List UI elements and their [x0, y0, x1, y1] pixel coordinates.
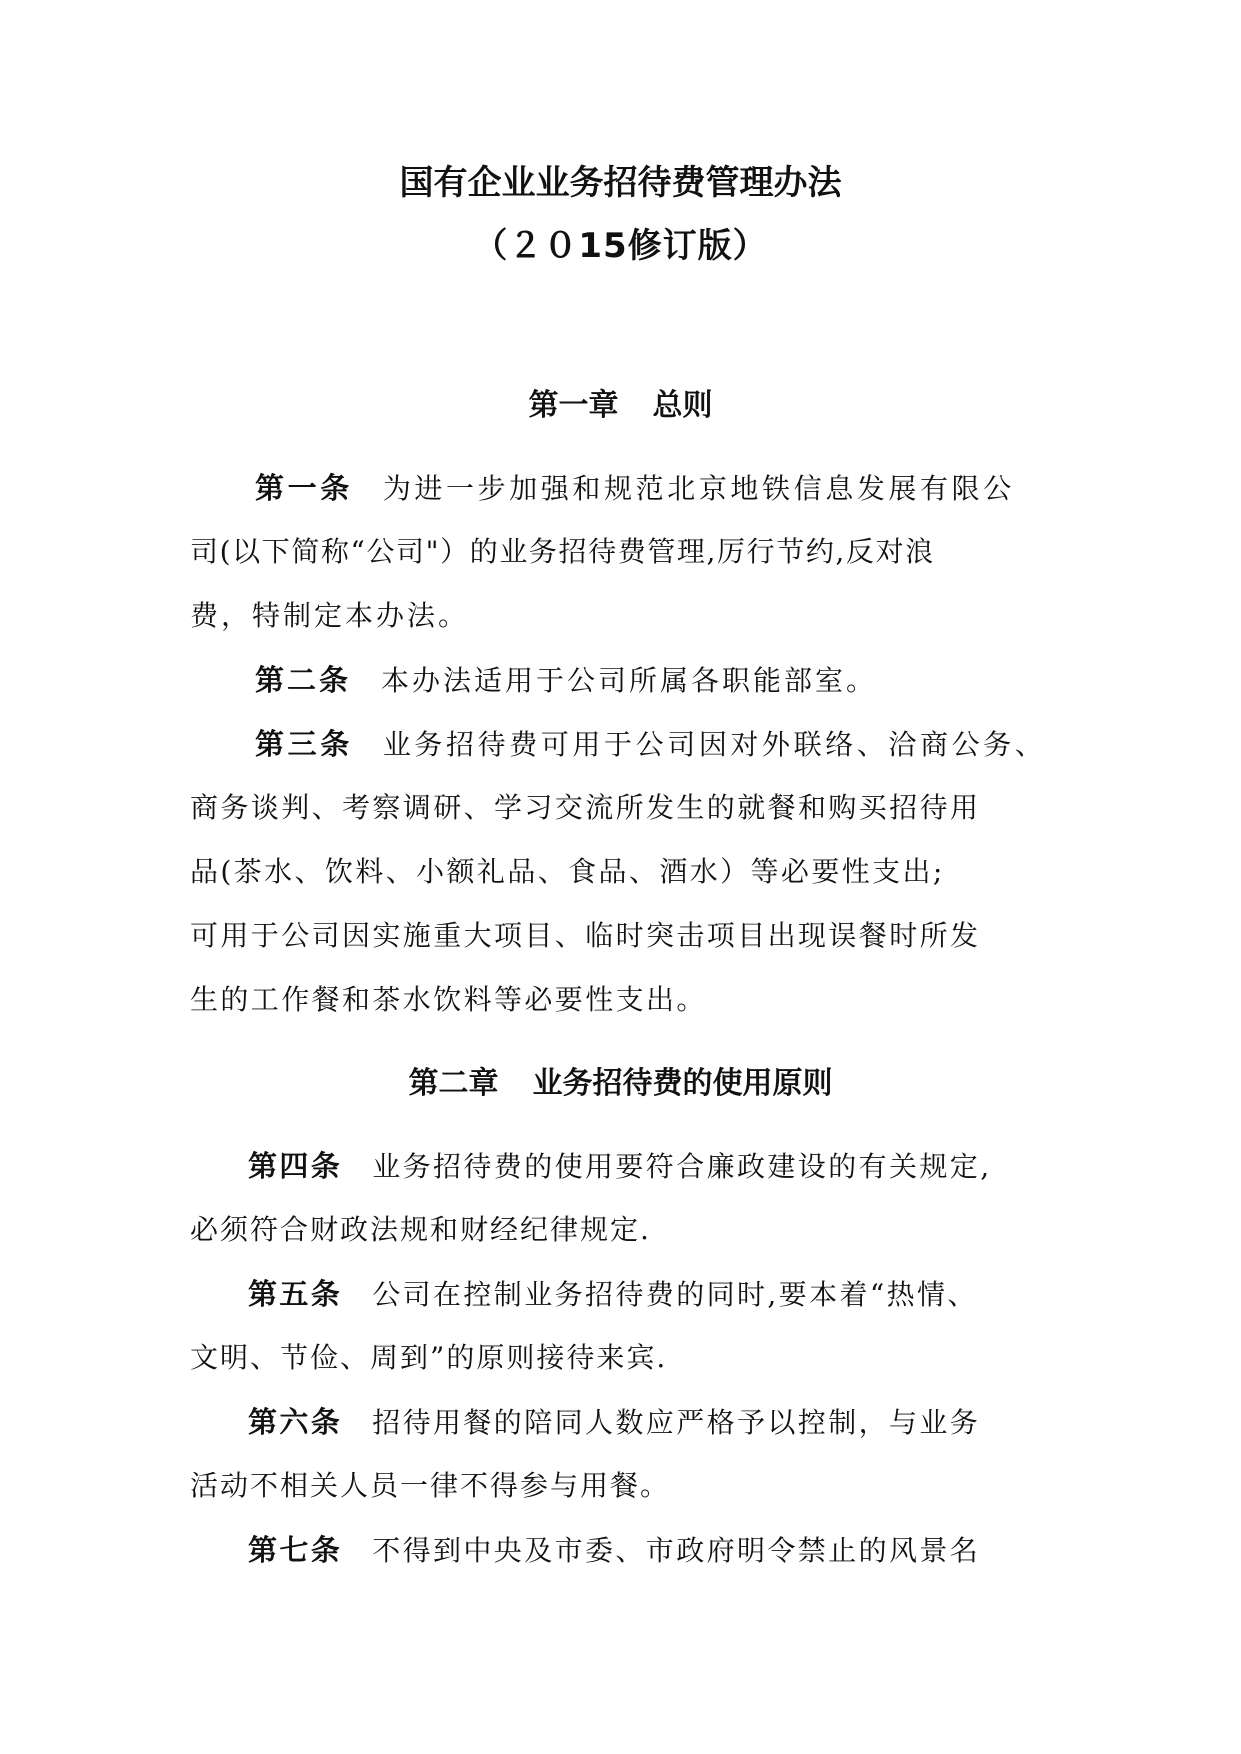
document-subtitle: （２０15修订版） [473, 226, 768, 266]
article-first-line [248, 1274, 978, 1315]
article-first-line [248, 1530, 980, 1571]
article-first-line [255, 468, 1015, 509]
article-text-line: 活动不相关人员一律不得参与用餐。 [190, 1469, 671, 1502]
article-text-line: 文明、节俭、周到”的原则接待来宾. [190, 1341, 668, 1374]
document-title: 国有企业业务招待费管理办法 [399, 163, 842, 203]
article-label: 第七条 [248, 1533, 343, 1567]
article-text-line: 司(以下简称“公司"）的业务招待费管理,厉行节约,反对浪 [190, 535, 935, 568]
article-text: 业务招待费可用于公司因对外联络、洽商公务、 [382, 728, 1047, 761]
article-text-line: 生的工作餐和茶水饮料等必要性支出。 [190, 983, 707, 1016]
article-text: 为进一步加强和规范北京地铁信息发展有限公 [382, 472, 1015, 505]
article-label: 第四条 [248, 1149, 343, 1183]
article-label: 第五条 [248, 1277, 343, 1311]
article-text-line: 商务谈判、考察调研、学习交流所发生的就餐和购买招待用 [190, 791, 981, 824]
chapter-title: 业务招待费的使用原则 [532, 1066, 833, 1101]
chapter-number: 第二章 [408, 1066, 499, 1101]
article-first-line [248, 1402, 980, 1443]
article-text-line: 可用于公司因实施重大项目、临时突击项目出现误餐时所发 [190, 919, 981, 952]
article-label: 第六条 [248, 1405, 343, 1439]
chapter-number: 第一章 [528, 388, 619, 423]
article-text-line: 品(茶水、饮料、小额礼品、食品、酒水）等必要性支出; [190, 855, 945, 888]
article-label: 第二条 [255, 663, 352, 697]
article-label: 第一条 [255, 471, 353, 505]
article-text: 不得到中央及市委、市政府明令禁止的风景名 [372, 1534, 981, 1567]
article-text: 本办法适用于公司所属各职能部室。 [381, 664, 878, 697]
article-label: 第三条 [255, 727, 353, 761]
chapter-heading [0, 386, 1241, 426]
article-text-line: 必须符合财政法规和财经纪律规定. [190, 1213, 651, 1246]
article-text: 招待用餐的陪同人数应严格予以控制，与业务 [372, 1406, 981, 1439]
chapter-heading [0, 1064, 1241, 1104]
article-first-line [255, 660, 877, 701]
article-first-line [248, 1146, 992, 1187]
article-text-line: 费，特制定本办法。 [190, 599, 470, 632]
article-first-line [255, 724, 1046, 765]
chapter-title: 总则 [652, 388, 713, 423]
article-text: 公司在控制业务招待费的同时,要本着“热情、 [372, 1278, 978, 1311]
article-text: 业务招待费的使用要符合廉政建设的有关规定, [372, 1150, 992, 1183]
